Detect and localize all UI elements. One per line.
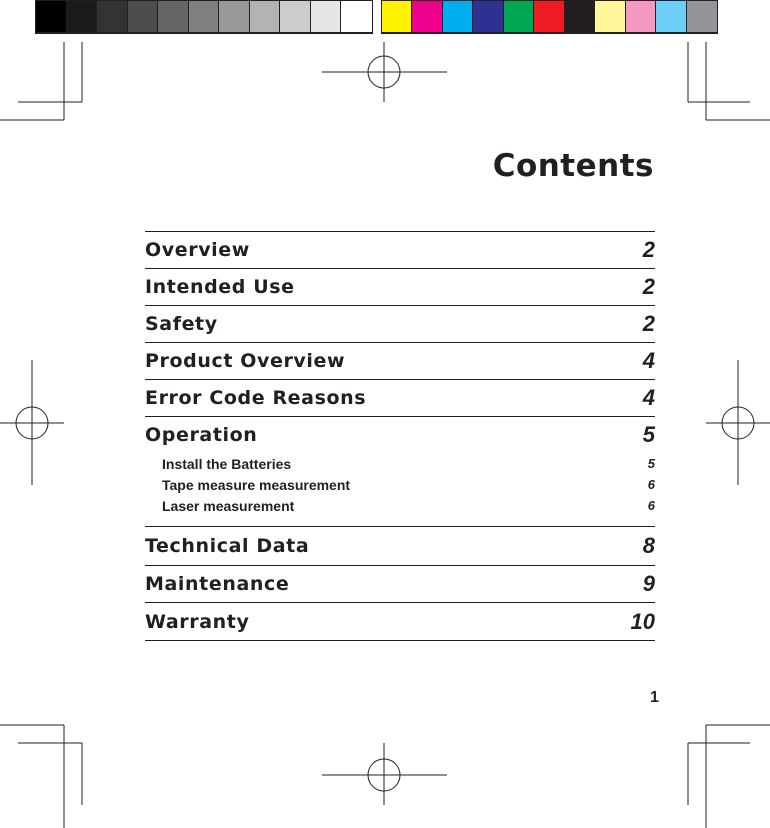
toc-entry-label: Warranty [145,610,250,633]
toc-subentry-label: Tape measure measurement [162,476,351,493]
toc-entry[interactable] [145,268,655,305]
toc-entry-page: 8 [642,533,655,558]
toc-subentry-page: 6 [647,477,655,492]
toc-entry-label: Error Code Reasons [145,387,367,409]
toc-entry-label: Operation [145,424,258,446]
toc-entry[interactable] [145,342,655,379]
toc-entry-page: 5 [642,422,655,447]
toc-entry-page: 2 [642,311,655,336]
toc-subentries [145,453,655,526]
page-number: 1 [650,689,659,706]
toc-entry-page: 2 [642,237,655,262]
registration-mark-left [0,360,64,485]
toc-entry-page: 4 [642,348,655,373]
toc-subentry[interactable] [145,474,655,495]
registration-mark-bottom [322,743,447,805]
toc-entry[interactable] [145,379,655,416]
toc-entry-label: Technical Data [145,535,310,557]
page-title: Contents [492,148,654,184]
toc-subentry[interactable] [145,495,655,516]
toc-subentry-page: 5 [647,456,655,471]
registration-mark-top [322,42,447,102]
toc-entry-label: Overview [145,239,250,261]
toc-entry-label: Intended Use [145,276,295,298]
toc-subentry-page: 6 [647,498,655,513]
table-of-contents [145,231,655,641]
toc-entry-page: 10 [630,608,655,634]
toc-entry-label: Safety [145,313,218,335]
toc-entry[interactable] [145,565,655,602]
toc-entry[interactable] [145,526,655,565]
toc-subentry-label: Laser measurement [162,497,295,514]
toc-entry[interactable] [145,416,655,526]
toc-entry[interactable] [145,231,655,268]
toc-entry[interactable] [145,602,655,641]
toc-entry-page: 4 [642,385,655,410]
toc-subentry[interactable] [145,453,655,474]
toc-entry-label: Maintenance [145,573,290,595]
toc-entry-page: 9 [642,571,655,596]
registration-mark-right [706,360,770,485]
toc-subentry-label: Install the Batteries [162,455,292,472]
toc-entry[interactable] [145,305,655,342]
toc-entry-page: 2 [642,274,655,299]
toc-entry-label: Product Overview [145,350,346,372]
